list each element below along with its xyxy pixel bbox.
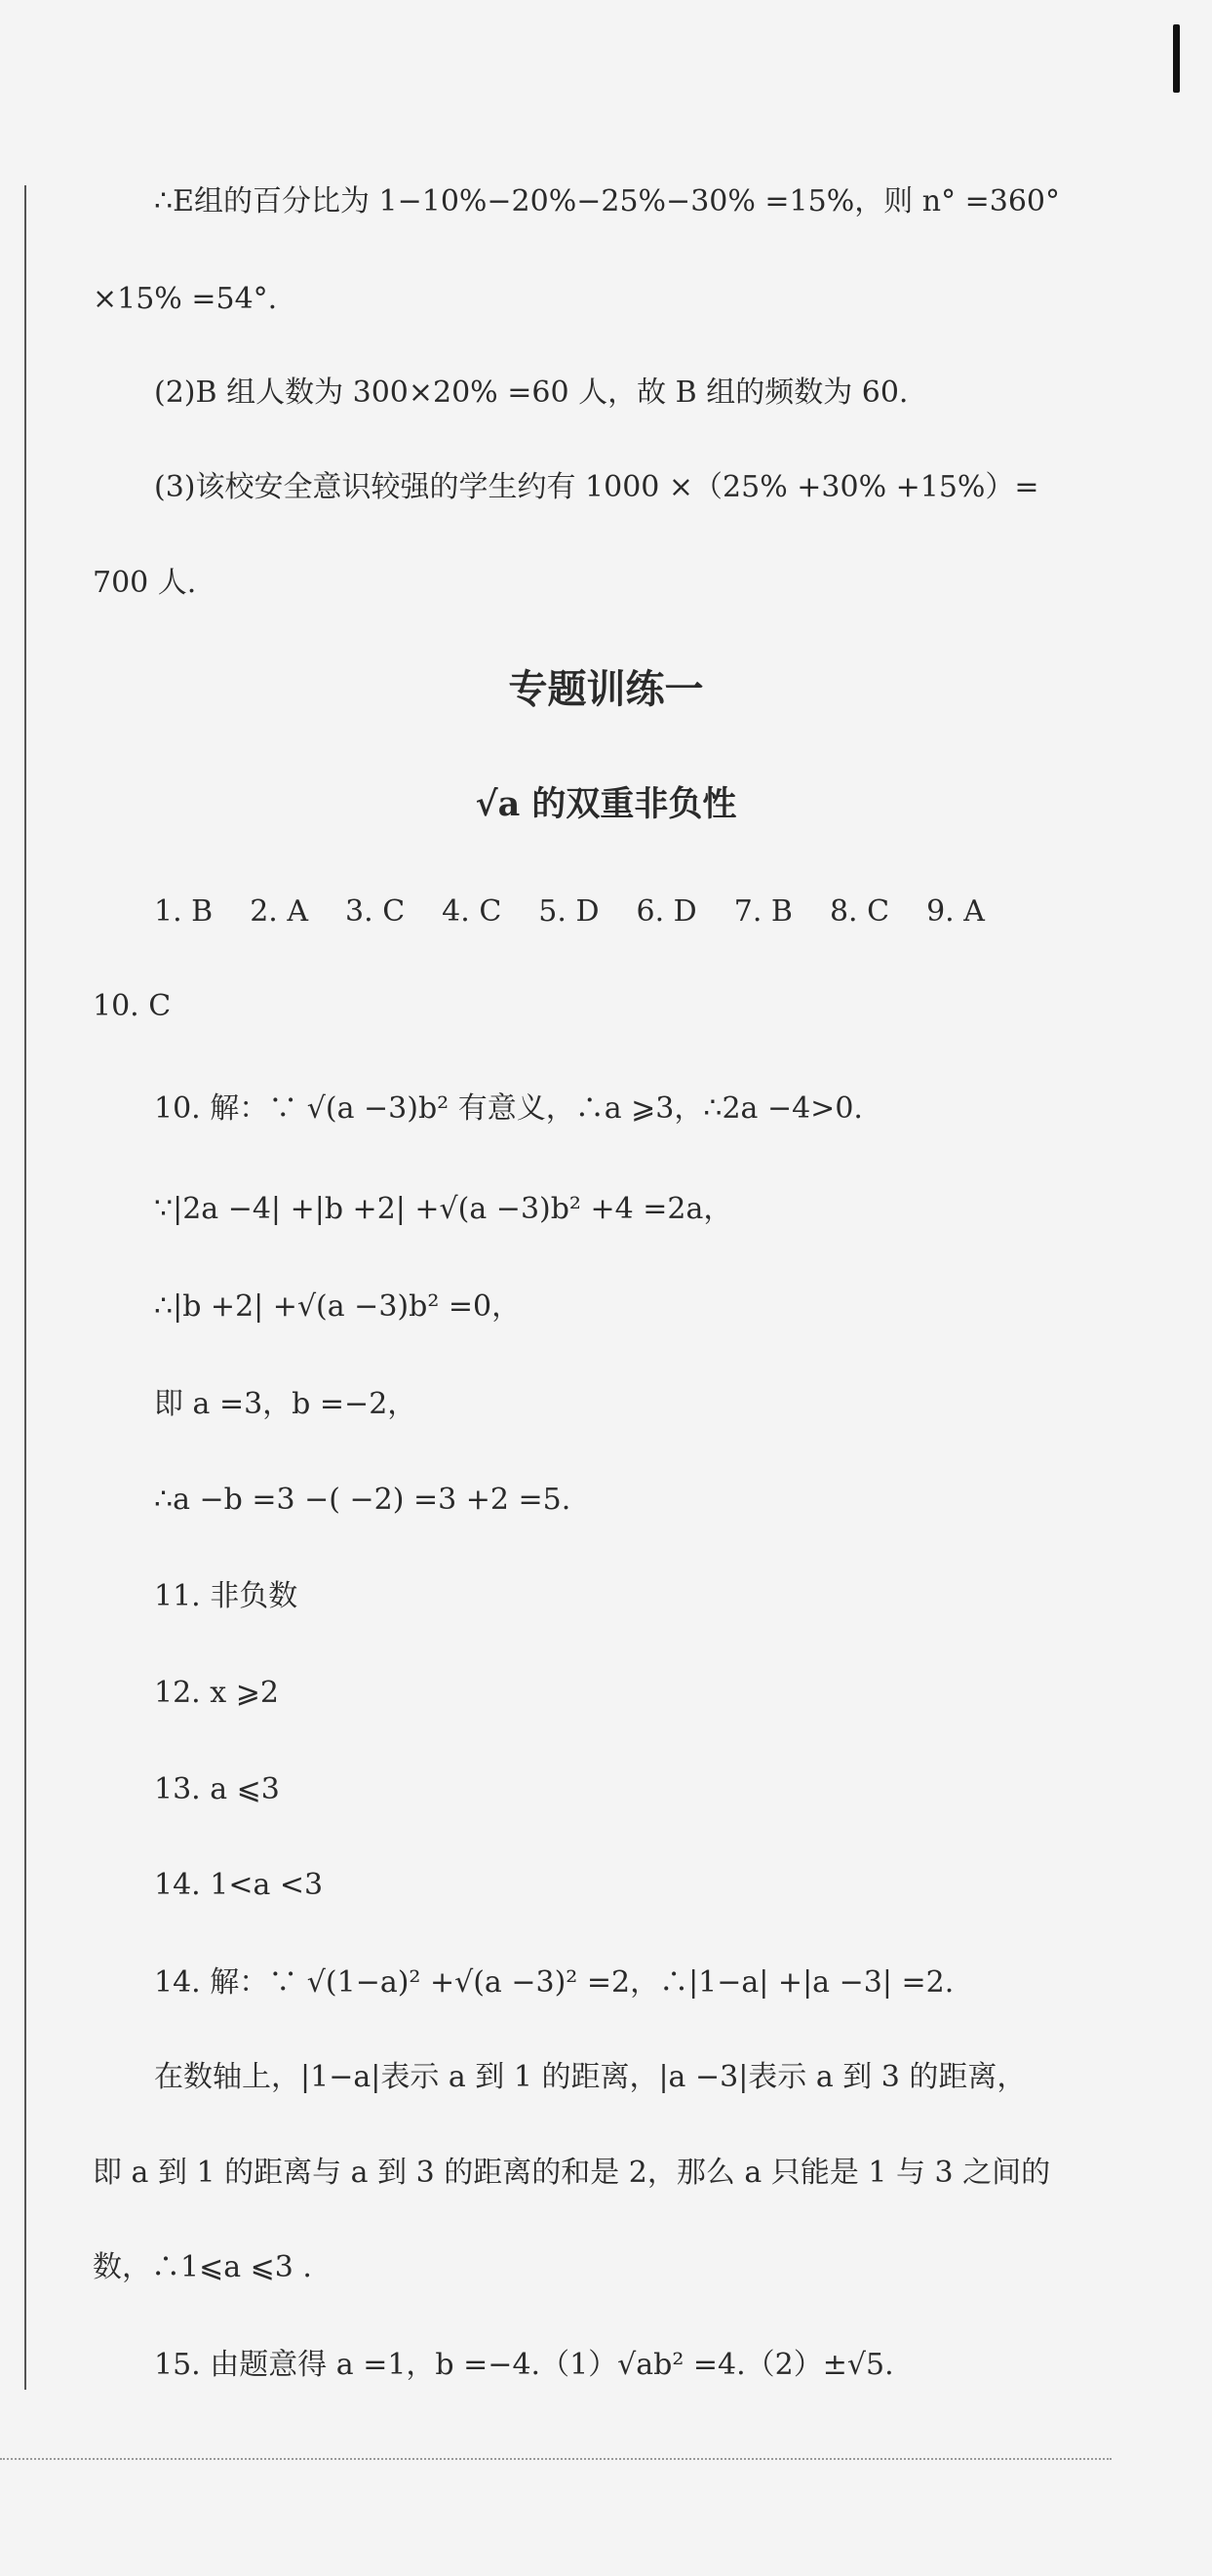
solution-line: 即 a 到 1 的距离与 a 到 3 的距离的和是 2，那么 a 只能是 1 与 3 之间的 — [93, 2156, 1051, 2190]
solution-line: ∴a −b =3 −( −2) =3 +2 =5. — [154, 1483, 571, 1517]
answer-item: 7. B — [733, 894, 793, 929]
section-subtitle: √a 的双重非负性 — [475, 784, 737, 824]
answer-item: 14. 1<a <3 — [154, 1868, 324, 1902]
answer-item: 6. D — [636, 894, 697, 929]
solution-line: ∵|2a −4| +|b +2| +√(a −3)b² +4 =2a， — [154, 1192, 733, 1226]
answer-item: 3. C — [345, 894, 406, 929]
solution-line: 14. 解：∵ √(1−a)² +√(a −3)² =2，∴|1−a| +|a −3| =2. — [154, 1965, 955, 2000]
text-line: (2)B 组人数为 300×20% =60 人，故 B 组的频数为 60. — [154, 376, 909, 410]
solution-line: 数，∴1⩽a ⩽3 . — [93, 2250, 312, 2284]
answer-item: 13. a ⩽3 — [154, 1772, 280, 1806]
answer-item: 8. C — [829, 894, 890, 929]
text-line: 700 人. — [93, 566, 197, 600]
solution-line: 即 a =3，b =−2， — [154, 1387, 417, 1421]
answer-item: 11. 非负数 — [154, 1579, 298, 1613]
page-edge-mark — [1173, 24, 1180, 93]
answer-key-row — [154, 892, 985, 931]
answer-item: 12. x ⩾2 — [154, 1676, 279, 1710]
text-line: (3)该校安全意识较强的学生约有 1000 ×（25% +30% +15%）= — [154, 470, 1039, 504]
solution-line: 在数轴上，|1−a|表示 a 到 1 的距离，|a −3|表示 a 到 3 的距离， — [154, 2060, 1027, 2094]
answer-item: 1. B — [154, 894, 214, 929]
answer-item: 9. A — [926, 894, 985, 929]
section-title: 专题训练一 — [508, 666, 704, 712]
text-line: ∴E组的百分比为 1−10%−20%−25%−30% =15%，则 n° =360° — [154, 184, 1061, 218]
solution-line: 10. 解：∵ √(a −3)b² 有意义，∴a ⩾3，∴2a −4>0. — [154, 1091, 863, 1126]
answer-item: 2. A — [250, 894, 309, 929]
answer-item: 10. C — [93, 989, 172, 1023]
answer-item: 4. C — [442, 894, 502, 929]
answer-item: 5. D — [538, 894, 600, 929]
solution-line: ∴|b +2| +√(a −3)b² =0， — [154, 1289, 522, 1324]
bottom-dotted-rule — [0, 2458, 1112, 2460]
text-line: ×15% =54°. — [93, 282, 278, 316]
left-margin-rule — [24, 185, 26, 2390]
solution-line: 15. 由题意得 a =1，b =−4.（1）√ab² =4.（2）±√5. — [154, 2348, 894, 2382]
